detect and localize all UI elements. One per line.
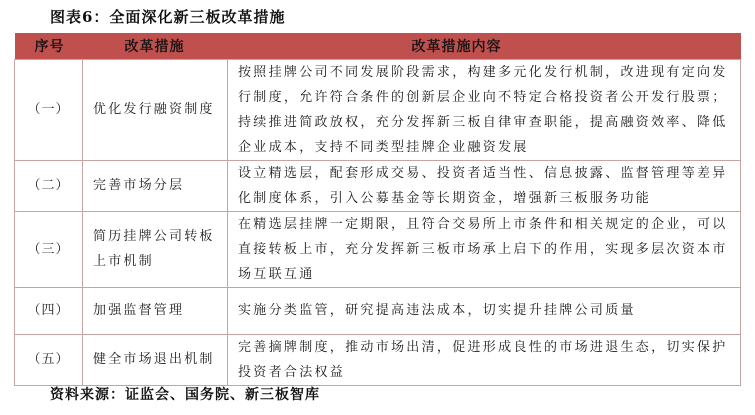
table-header-row <box>15 33 741 59</box>
table-row <box>15 211 741 287</box>
row-number: （五） <box>15 334 83 385</box>
row-measure: 简历挂牌公司转板上市机制 <box>83 211 228 287</box>
row-content: 完善摘牌制度，推动市场出清，促进形成良性的市场进退生态，切实保护投资者合法权益 <box>228 334 741 385</box>
row-measure: 加强监督管理 <box>83 287 228 334</box>
row-content: 按照挂牌公司不同发展阶段需求，构建多元化发行机制，改进现有定向发行制度，允许符合条件的创新层企业向不特定合格投资者公开发行股票；持续推进简政放权，充分发挥新三板自律审查职能，提高融资效率、降低企业成本，支持不同类型挂牌企业融资发展 <box>228 59 741 160</box>
column-header-content: 改革措施内容 <box>411 38 502 55</box>
row-number: （三） <box>15 211 83 287</box>
row-measure: 优化发行融资制度 <box>83 59 228 160</box>
reform-measures-table <box>14 33 741 386</box>
row-measure: 健全市场退出机制 <box>83 334 228 385</box>
figure-title: 图表6：全面深化新三板改革措施 <box>50 8 286 26</box>
row-number: （二） <box>15 160 83 211</box>
row-number: （四） <box>15 287 83 334</box>
row-content: 在精选层挂牌一定期限，且符合交易所上市条件和相关规定的企业，可以直接转板上市，充分发挥新三板市场承上启下的作用，实现多层次资本市场互联互通 <box>228 211 741 287</box>
row-content: 实施分类监管，研究提高违法成本，切实提升挂牌公司质量 <box>228 287 741 334</box>
row-number: （一） <box>15 59 83 160</box>
row-measure: 完善市场分层 <box>83 160 228 211</box>
table-row <box>15 287 741 334</box>
source-note: 资料来源：证监会、国务院、新三板智库 <box>50 387 320 403</box>
row-content: 设立精选层，配套形成交易、投资者适当性、信息披露、监督管理等差异化制度体系，引入公募基金等长期资金，增强新三板服务功能 <box>228 160 741 211</box>
column-header-measure: 改革措施 <box>124 38 185 55</box>
column-header-number: 序号 <box>34 38 65 55</box>
table-row <box>15 334 741 385</box>
table-row <box>15 59 741 160</box>
table-row <box>15 160 741 211</box>
